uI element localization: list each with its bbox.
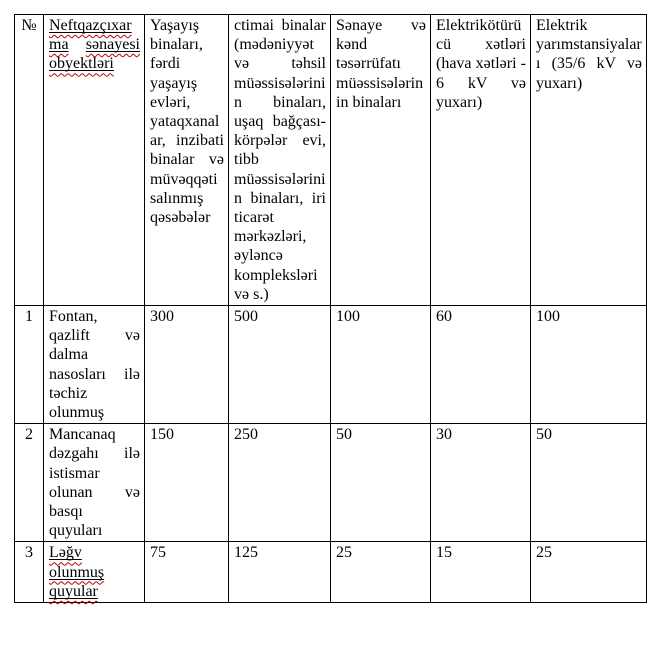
underlined-misspelled-word (49, 564, 104, 581)
spellcheck-squiggle-text: Ləğv (49, 544, 82, 562)
value-cell: 75 (145, 542, 229, 603)
value-cell: 100 (331, 306, 431, 424)
row-number-cell: 1 (15, 306, 44, 424)
value-cell: 150 (145, 424, 229, 542)
header-cell-5: Elektrikötürücü xətləri (hava xətləri - 6 kV və yuxarı) (431, 15, 531, 306)
header-cell-2: Yaşayış binaları, fərdi yaşayış evləri, yataqxanalar, inzibati binalar və müvəqqəti salınmış qəsəbələr (145, 15, 229, 306)
value-cell: 125 (229, 542, 331, 603)
header-cell-4: Sənaye və kənd təsərrüfatı müəssisələrinin binaları (331, 15, 431, 306)
object-name-cell (44, 542, 145, 603)
value-cell: 250 (229, 424, 331, 542)
spellcheck-squiggle-text: olunmuş (49, 563, 105, 581)
object-name-cell: Fontan, qazlift və dalma nasosları ilə təchiz olunmuş (44, 306, 145, 424)
table-row (15, 306, 647, 424)
underlined-misspelled-word (49, 55, 114, 72)
value-cell: 25 (531, 542, 647, 603)
value-cell: 50 (531, 424, 647, 542)
row-number-cell: 2 (15, 424, 44, 542)
value-cell: 60 (431, 306, 531, 424)
header-cell-3: ctimai binalar (mədəniyyət və təhsil müəssisələrinin binaları, uşaq bağçası-körpələr evi, tibb müəssisələrinin binaları, iri ticarət mərkəzləri, əyləncə kompleksləri və s.) (229, 15, 331, 306)
value-cell: 25 (331, 542, 431, 603)
header-cell-1 (44, 15, 145, 306)
underlined-misspelled-word (86, 36, 140, 53)
value-cell: 100 (531, 306, 647, 424)
header-row (15, 15, 647, 306)
spellcheck-squiggle-text: obyektləri (49, 55, 114, 73)
value-cell: 30 (431, 424, 531, 542)
table-header (15, 15, 647, 306)
table-row (15, 424, 647, 542)
underlined-misspelled-word (49, 583, 98, 600)
object-name-cell: Mancanaq dəzgahı ilə istismar olunan və basqı quyuları (44, 424, 145, 542)
value-cell: 50 (331, 424, 431, 542)
underlined-misspelled-word (49, 544, 82, 561)
table-body (15, 306, 647, 603)
spellcheck-squiggle-text: quyular (49, 582, 98, 600)
value-cell: 15 (431, 542, 531, 603)
table-row (15, 542, 647, 603)
oil-gas-objects-table (14, 14, 647, 603)
spellcheck-squiggle-text: sənayesi (85, 36, 140, 54)
value-cell: 500 (229, 306, 331, 424)
value-cell: 300 (145, 306, 229, 424)
row-number-cell: 3 (15, 542, 44, 603)
spellcheck-squiggle-text: Neftqazçıxarma (49, 17, 132, 54)
header-cell-number: № (15, 15, 44, 306)
header-cell-6: Elektrik yarımstansiyaları (35/6 kV və yuxarı) (531, 15, 647, 306)
